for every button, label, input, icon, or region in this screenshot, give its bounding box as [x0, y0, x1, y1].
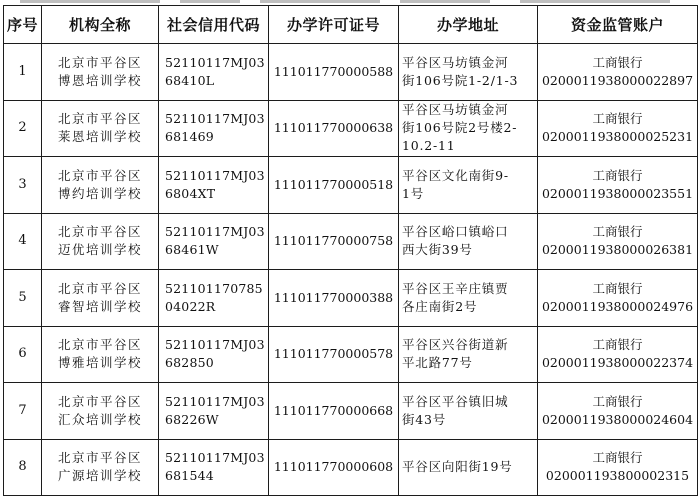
cell-name-name1: 北京市平谷区	[57, 337, 142, 353]
cell-credit-code-code1: 52110117MJ03	[165, 393, 265, 409]
table-row	[4, 270, 698, 327]
cell-credit-code	[159, 326, 269, 383]
cell-credit-code-code2: 68461W	[165, 242, 219, 258]
cell-license	[269, 326, 399, 383]
cell-address-addr1: 平谷区王辛庄镇贾	[402, 280, 509, 296]
schools-table	[3, 5, 698, 496]
cell-account-account: 0200011938000024604	[541, 411, 694, 427]
cell-name	[42, 44, 159, 101]
cell-account-bank: 工商银行	[592, 393, 643, 409]
cell-account-account: 0200011938000025231	[541, 129, 694, 145]
cell-license-license: 111011770000608	[273, 459, 394, 475]
cell-no	[4, 270, 42, 327]
cell-credit-code	[159, 157, 269, 214]
cell-account	[538, 383, 698, 440]
cell-license-license: 111011770000638	[273, 120, 394, 136]
cell-address	[399, 213, 538, 270]
cell-no	[4, 213, 42, 270]
cell-account-bank: 工商银行	[592, 111, 643, 127]
cell-no-no: 1	[18, 63, 27, 79]
cell-name	[42, 157, 159, 214]
cell-name-name1: 北京市平谷区	[57, 54, 142, 70]
table-row	[4, 44, 698, 101]
cell-address-addr1: 平谷区峪口镇峪口	[402, 224, 509, 240]
cell-address-addr2: 1号	[402, 185, 425, 201]
cropped-text-strip	[0, 0, 700, 4]
cell-name	[42, 100, 159, 157]
cell-license-license: 111011770000388	[273, 289, 394, 305]
cell-account-account: 0200011938000022374	[541, 355, 694, 371]
cell-credit-code-code2: 68226W	[165, 411, 219, 427]
cell-name-name1: 北京市平谷区	[57, 224, 142, 240]
cell-address	[399, 157, 538, 214]
cell-name-name1: 北京市平谷区	[57, 167, 142, 183]
cell-credit-code-code2: 04022R	[165, 298, 216, 314]
cell-no	[4, 383, 42, 440]
cell-account-bank: 工商银行	[592, 450, 643, 466]
cell-credit-code	[159, 44, 269, 101]
cell-address	[399, 439, 538, 496]
cell-license-license: 111011770000578	[273, 346, 394, 362]
cell-license-license: 111011770000588	[273, 63, 394, 79]
cell-account	[538, 270, 698, 327]
cell-name-name2: 博恩培训学校	[57, 72, 142, 88]
cell-address-addr1: 平谷区马坊镇金河	[402, 54, 509, 70]
cell-license-license: 111011770000518	[273, 176, 394, 192]
cell-address-addr2: 平北路77号	[402, 355, 473, 371]
cell-no	[4, 100, 42, 157]
cell-address	[399, 326, 538, 383]
header-address: 办学地址	[399, 6, 538, 44]
cell-account-bank: 工商银行	[592, 54, 643, 70]
cell-account	[538, 44, 698, 101]
cell-name	[42, 439, 159, 496]
cell-no-no: 8	[18, 459, 27, 475]
cell-license	[269, 157, 399, 214]
cell-name-name1: 北京市平谷区	[57, 280, 142, 296]
cell-account-account: 0200011938000024976	[541, 298, 694, 314]
cell-credit-code	[159, 439, 269, 496]
cell-no-no: 3	[18, 176, 27, 192]
cell-address-addr2: 各庄南街2号	[402, 298, 478, 314]
cell-account-account: 0200011938000026381	[541, 242, 694, 258]
cell-license	[269, 100, 399, 157]
table-header-row	[4, 6, 698, 44]
cell-name-name2: 莱恩培训学校	[57, 129, 142, 145]
cell-account	[538, 439, 698, 496]
table-row	[4, 213, 698, 270]
cell-address-addr2: 街106号院1-2/1-3	[402, 72, 519, 88]
table-row	[4, 326, 698, 383]
cell-license	[269, 383, 399, 440]
cell-no	[4, 157, 42, 214]
header-license: 办学许可证号	[269, 6, 399, 44]
cell-name-name1: 北京市平谷区	[57, 450, 142, 466]
table-row	[4, 439, 698, 496]
cell-credit-code-code2: 681469	[165, 129, 214, 145]
header-credit-code: 社会信用代码	[159, 6, 269, 44]
cell-name-name1: 北京市平谷区	[57, 111, 142, 127]
cell-name-name2: 汇众培训学校	[57, 411, 142, 427]
cell-credit-code-code1: 52110117MJ03	[165, 111, 265, 127]
cell-account-bank: 工商银行	[592, 224, 643, 240]
cell-account-account: 0200011938000022897	[541, 72, 694, 88]
cell-address-addr1: 平谷区马坊镇金河	[402, 102, 509, 118]
cell-address-addr1: 平谷区文化南街9-	[402, 167, 509, 183]
cell-credit-code	[159, 100, 269, 157]
cell-address	[399, 100, 538, 157]
cell-account	[538, 213, 698, 270]
cell-account	[538, 157, 698, 214]
cell-name-name2: 迈优培训学校	[57, 242, 142, 258]
cell-no	[4, 326, 42, 383]
cell-name-name2: 广源培训学校	[57, 468, 142, 484]
cell-address-addr2: 街43号	[402, 411, 447, 427]
cell-address-addr3: 10.2-11	[402, 138, 456, 154]
cell-no	[4, 44, 42, 101]
cell-credit-code-code2: 681544	[165, 468, 214, 484]
cell-credit-code-code1: 52110117MJ03	[165, 450, 265, 466]
cell-no-no: 2	[18, 120, 27, 136]
cell-account-bank: 工商银行	[592, 337, 643, 353]
cell-no-no: 7	[18, 402, 27, 418]
cell-credit-code	[159, 270, 269, 327]
table-row	[4, 383, 698, 440]
cell-address	[399, 44, 538, 101]
cell-no-no: 4	[18, 233, 27, 249]
cell-license	[269, 270, 399, 327]
cell-credit-code-code1: 521101170785	[165, 280, 263, 296]
table-row	[4, 100, 698, 157]
cell-credit-code-code1: 52110117MJ03	[165, 337, 265, 353]
cell-credit-code	[159, 383, 269, 440]
cell-account	[538, 326, 698, 383]
cell-credit-code-code1: 52110117MJ03	[165, 54, 265, 70]
cell-credit-code-code2: 6804XT	[165, 185, 216, 201]
cell-license-license: 111011770000668	[273, 402, 394, 418]
cell-name	[42, 383, 159, 440]
cell-no	[4, 439, 42, 496]
cell-credit-code-code2: 68410L	[165, 72, 215, 88]
cell-no-no: 6	[18, 346, 27, 362]
cell-credit-code	[159, 213, 269, 270]
cell-name-name1: 北京市平谷区	[57, 393, 142, 409]
cell-address	[399, 270, 538, 327]
header-name: 机构全称	[42, 6, 159, 44]
cell-address-addr1: 平谷区平谷镇旧城	[402, 393, 509, 409]
cell-license-license: 111011770000758	[273, 233, 394, 249]
cell-account-bank: 工商银行	[592, 167, 643, 183]
cell-name	[42, 270, 159, 327]
cell-address-addr2: 街106号院2号楼2-	[402, 120, 518, 136]
cell-no-no: 5	[18, 289, 27, 305]
cell-name	[42, 326, 159, 383]
cell-address-addr2: 西大街39号	[402, 242, 473, 258]
cell-address-addr1: 平谷区向阳街19号	[402, 459, 513, 475]
cell-credit-code-code1: 52110117MJ03	[165, 167, 265, 183]
header-no: 序号	[4, 6, 42, 44]
cell-license	[269, 44, 399, 101]
table-row	[4, 157, 698, 214]
header-account: 资金监管账户	[538, 6, 698, 44]
cell-name-name2: 博约培训学校	[57, 185, 142, 201]
cell-credit-code-code2: 682850	[165, 355, 214, 371]
cell-license	[269, 213, 399, 270]
cell-credit-code-code1: 52110117MJ03	[165, 224, 265, 240]
cell-address-addr1: 平谷区兴谷街道新	[402, 337, 509, 353]
cell-account-account: 0200011938000023551	[541, 185, 694, 201]
cell-account-bank: 工商银行	[592, 280, 643, 296]
cell-account	[538, 100, 698, 157]
cell-account-account: 020001193800002315	[545, 468, 690, 484]
cell-address	[399, 383, 538, 440]
cell-name-name2: 睿智培训学校	[57, 298, 142, 314]
cell-name	[42, 213, 159, 270]
cell-name-name2: 博雅培训学校	[57, 355, 142, 371]
cell-license	[269, 439, 399, 496]
